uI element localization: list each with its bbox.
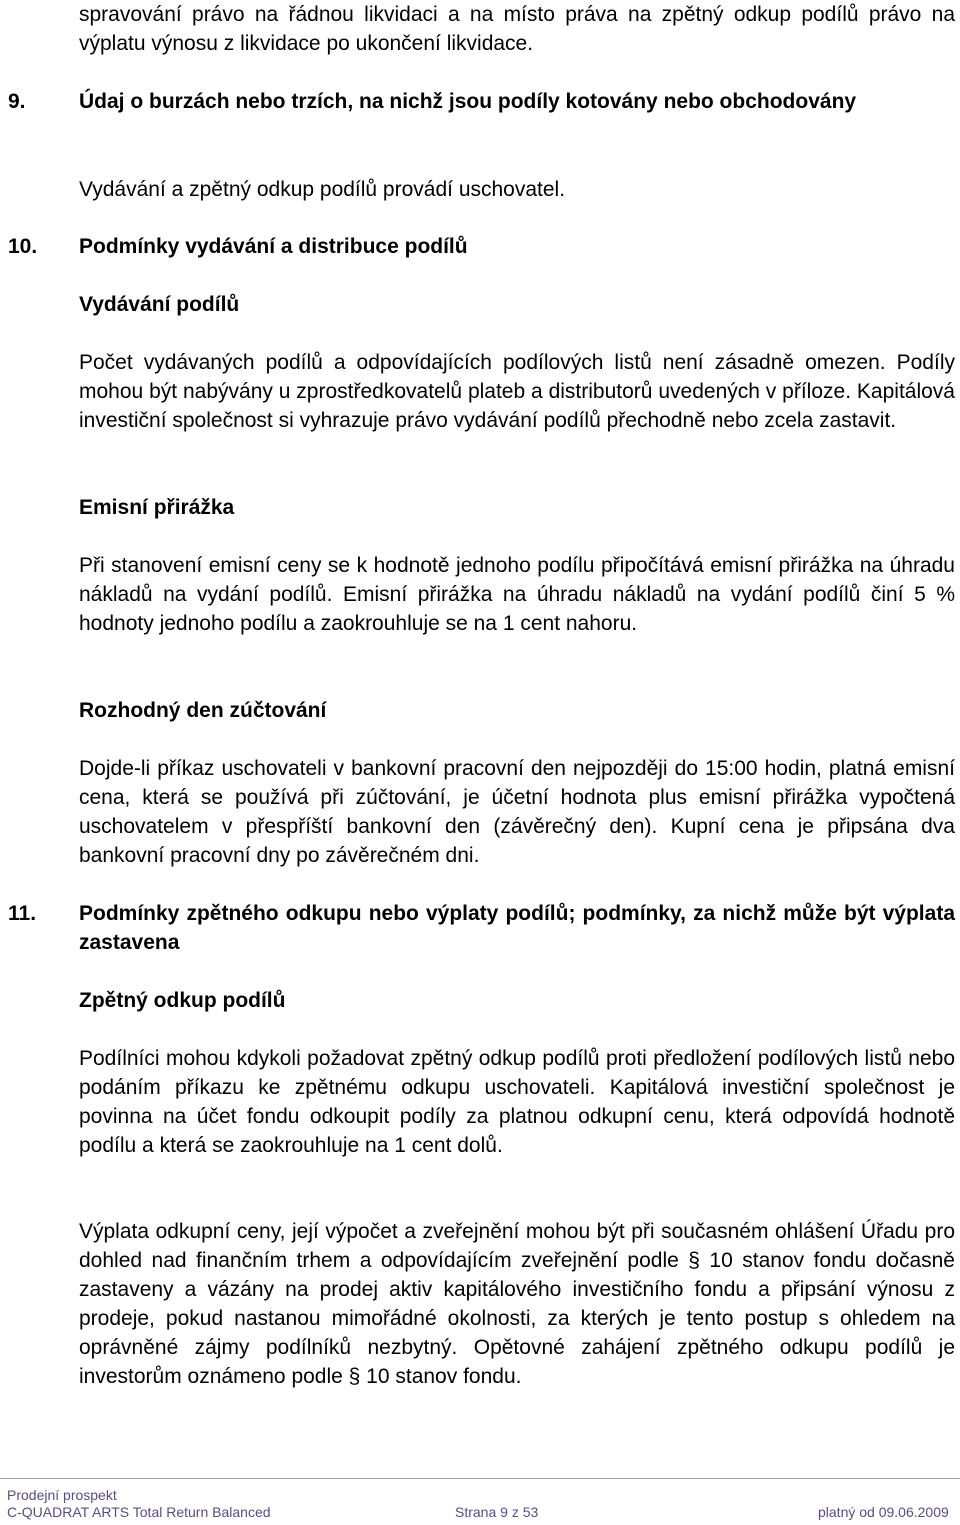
footer-divider <box>0 1478 960 1479</box>
section-9-text: Vydávání a zpětný odkup podílů provádí uschovatel. <box>79 178 566 201</box>
subsection-settlement-title: Rozhodný den zúčtování <box>79 699 327 722</box>
subsection-surcharge-title: Emisní přirážka <box>79 496 235 519</box>
subsection-surcharge-text: Při stanovení emisní ceny se k hodnotě jednoho podílu připočítává emisní přirážka na úhradu nákladů na vydání podílů. Emisní přirážka na úhradu nákladů na vydání podílů činí 5 % hodnoty jednoho podílu a zaokrouhluje se na 1 cent nahoru. <box>79 554 955 635</box>
footer-page-number: Strana 9 z 53 <box>455 1504 539 1520</box>
section-11-number: 11. <box>8 902 37 925</box>
section-11-title: Podmínky zpětného odkupu nebo výplaty podílů; podmínky, za nichž může být výplata zastavena <box>79 902 955 954</box>
section-10-title: Podmínky vydávání a distribuce podílů <box>79 235 468 258</box>
footer-fund-name: C-QUADRAT ARTS Total Return Balanced <box>7 1504 271 1520</box>
subsection-issuing-text: Počet vydávaných podílů a odpovídajících podílových listů není zásadně omezen. Podíly mohou být nabývány u zprostředkovatelů plateb a distributorů uvedených v příloze. Kapitálová investiční společnost si vyhrazuje právo vydávání podílů přechodně nebo zcela zastavit. <box>79 351 955 432</box>
section-9-number: 9. <box>8 90 26 113</box>
subsection-redemption-title: Zpětný odkup podílů <box>79 989 286 1012</box>
intro-paragraph: spravování právo na řádnou likvidaci a na místo práva na zpětný odkup podílů právo na výplatu výnosu z likvidace po ukončení likvidace. <box>79 3 955 55</box>
footer-valid-date: platný od 09.06.2009 <box>818 1504 949 1520</box>
section-9-title: Údaj o burzách nebo trzích, na nichž jsou podíly kotovány nebo obchodovány <box>79 90 857 113</box>
subsection-settlement-text: Dojde-li příkaz uschovateli v bankovní pracovní den nejpozději do 15:00 hodin, platná emisní cena, která se používá při zúčtování, je účetní hodnota plus emisní přirážka vypočtená uschovatelem v přespříští bankovní den (závěrečný den). Kupní cena je připsána dva bankovní pracovní dny po závěrečném dni. <box>79 757 955 867</box>
subsection-issuing-title: Vydávání podílů <box>79 293 240 316</box>
subsection-redemption-para-2: Výplata odkupní ceny, její výpočet a zveřejnění mohou být při současném ohlášení Úřadu pro dohled nad finančním trhem a odpovídajícím zveřejnění podle § 10 stanov fondu dočasně zastaveny a vázány na prodej aktiv kapitálového investičního fondu a připsání výnosu z prodeje, pokud nastanou mimořádné okolnosti, za kterých je tento postup s ohledem na oprávněné zájmy podílníků nezbytný. Opětovné zahájení zpětného odkupu podílů je investorům oznámeno podle § 10 stanov fondu. <box>79 1220 955 1388</box>
section-10-number: 10. <box>8 235 38 258</box>
footer-doc-type: Prodejní prospekt <box>7 1487 117 1503</box>
subsection-redemption-para-1: Podílníci mohou kdykoli požadovat zpětný odkup podílů proti předložení podílových listů nebo podáním příkazu ke zpětnému odkupu uschovateli. Kapitálová investiční společnost je povinna na účet fondu odkoupit podíly za platnou odkupní cenu, která odpovídá hodnotě podílu a která se zaokrouhluje na 1 cent dolů. <box>79 1047 955 1157</box>
